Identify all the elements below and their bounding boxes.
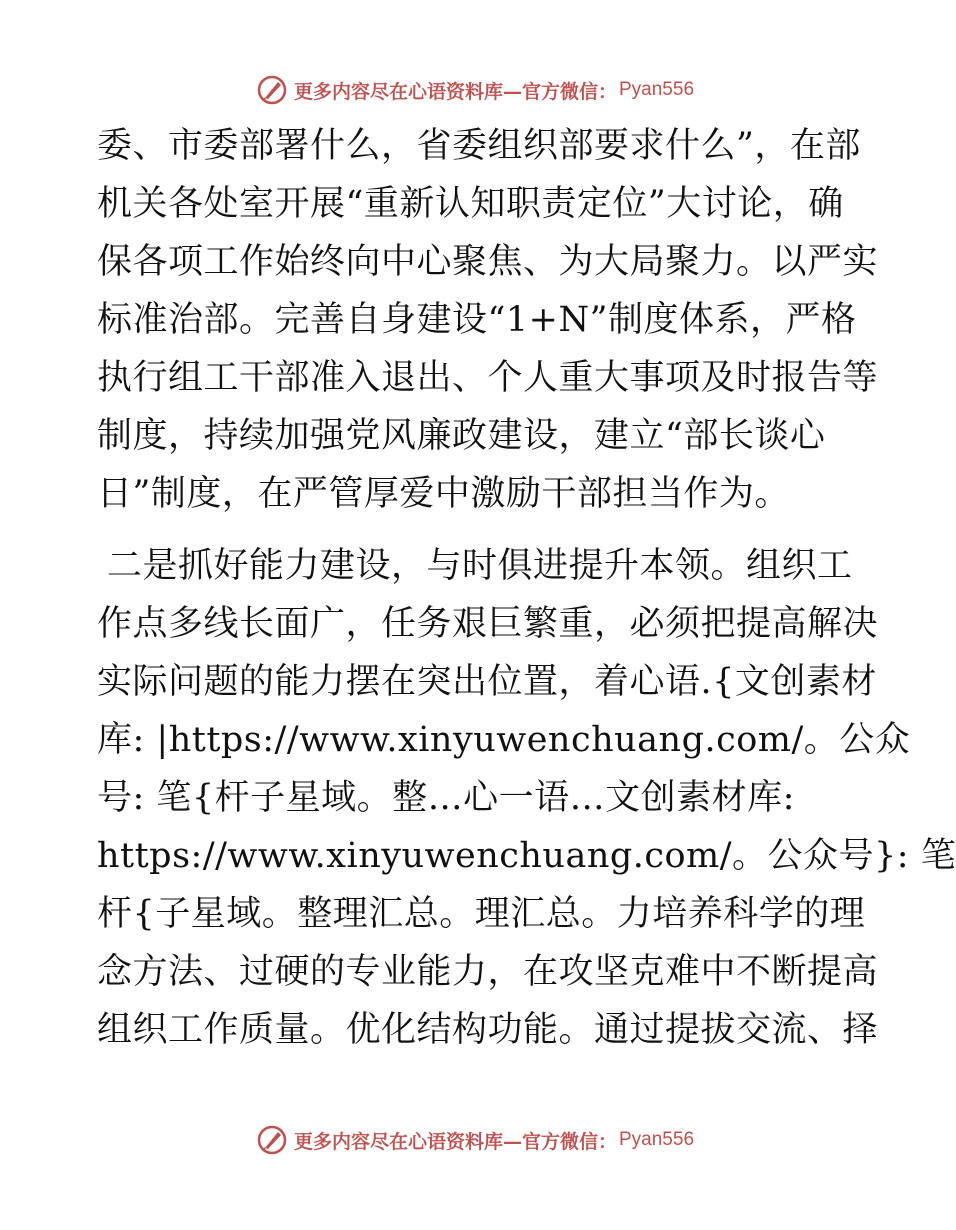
paragraph-1 — [97, 117, 879, 523]
text-line: 念方法、过硬的专业能力，在攻坚克难中不断提高 — [97, 952, 879, 992]
text-line: 二是抓好能力建设，与时俱进提升本领。组织工 — [107, 546, 853, 586]
text-line: https://www.xinyuwenchuang.com/。公众号}: 笔 — [97, 836, 956, 876]
footer-banner — [0, 1122, 950, 1158]
text-line: 实际问题的能力摆在突出位置，着心语.{文创素材 — [97, 662, 877, 702]
text-line: 制度，持续加强党风廉政建设，建立“部长谈心 — [97, 416, 826, 456]
text-line: 委、市委部署什么，省委组织部要求什么”，在部 — [97, 126, 861, 166]
text-line: 机关各处室开展“重新认知职责定位”大讨论，确 — [97, 184, 844, 224]
text-line: 组织工作质量。优化结构功能。通过提拔交流、择 — [97, 1010, 879, 1050]
text-line: 日”制度，在严管厚爱中激励干部担当作为。 — [97, 474, 790, 514]
text-line: 执行组工干部准入退出、个人重大事项及时报告等 — [97, 358, 879, 398]
quill-pen-logo-icon — [256, 1124, 288, 1156]
header-banner — [0, 72, 950, 108]
paragraph-2 — [97, 537, 956, 1059]
text-line: 作点多线长面广，任务艰巨繁重，必须把提高解决 — [97, 604, 879, 644]
text-line: 库: |https://www.xinyuwenchuang.com/。公众 — [97, 720, 911, 760]
header-banner-text: 更多内容尽在心语资料库—官方微信： — [293, 80, 617, 103]
text-line: 保各项工作始终向中心聚焦、为大局聚力。以严实 — [97, 242, 879, 282]
footer-banner-handle: Pyan556 — [619, 1129, 695, 1150]
text-line: 标准治部。完善自身建设“1+N”制度体系，严格 — [97, 300, 857, 340]
paragraph-gap — [97, 523, 857, 537]
footer-banner-text: 更多内容尽在心语资料库—官方微信： — [293, 1130, 617, 1153]
document-body — [97, 117, 956, 1059]
header-banner-handle: Pyan556 — [619, 79, 695, 100]
text-line: 号: 笔{杆子星域。整…心一语…文创素材库: — [97, 778, 795, 818]
text-line: 杆{子星域。整理汇总。理汇总。力培养科学的理 — [97, 894, 866, 934]
quill-pen-logo-icon — [256, 74, 288, 106]
